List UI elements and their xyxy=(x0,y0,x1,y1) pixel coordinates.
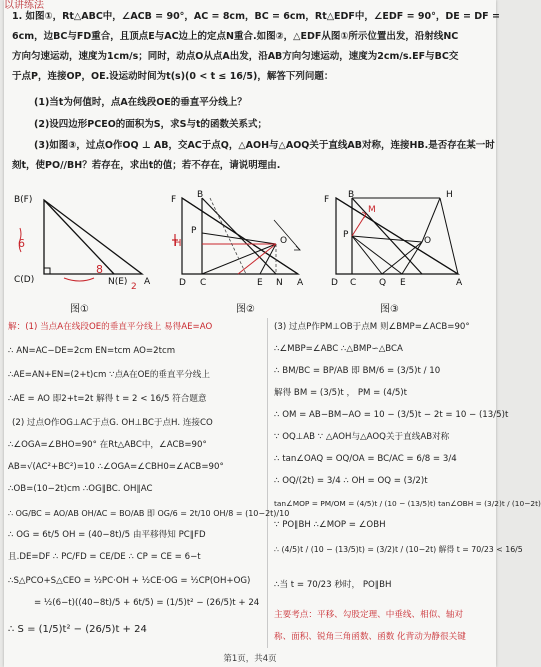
page-footer: 第1页，共4页 xyxy=(223,654,277,664)
solution-right-line-7: ∴ tan∠OAQ = OQ/OA = BC/AC = 6/8 = 3/4 xyxy=(274,454,457,464)
fig3-label-f: F xyxy=(324,195,330,205)
fig1-label-bf: B(F) xyxy=(14,195,33,205)
fig3-label-c: C xyxy=(350,278,357,288)
solution-right-line-12: ∴当 t = 70/23 秒时， PO∥BH xyxy=(274,580,392,590)
problem-line-1: 1. 如图①，Rt△ABC中，∠ACB = 90°，AC = 8cm，BC = 6cm，Rt△EDF中，∠EDF = 90°，DE = DF = xyxy=(12,11,500,22)
problem-part-3-cont: 刻t，使PO//BH？若存在，求出t的值；若不存在，请说明理由. xyxy=(12,160,281,171)
solution-left-line-14: ∴ S = (1/5)t² − (26/5)t + 24 xyxy=(8,624,147,635)
solution-left-line-5: (2) 过点O作OG⊥AC于点G. OH⊥BC于点H. 连接CO xyxy=(12,418,213,428)
problem-part-1: (1)当t为何值时，点A在线段OE的垂直平分线上？ xyxy=(34,97,247,108)
key-points-line-2: 称、面积、锐角三角函数、函数 化背动为静很关键 xyxy=(274,632,466,642)
figure-2-diagram xyxy=(168,190,318,290)
problem-part-3: (3)如图③，过点O作OQ ⊥ AB，交AC于点Q，△AOH与△AOQ关于直线AB对称，连接HB.是否存在某一时 xyxy=(34,140,495,151)
fig3-label-p: P xyxy=(343,230,349,240)
fig2-label-n: N xyxy=(276,278,283,288)
problem-part-2: (2)设四边形PCEO的面积为S，求S与t的函数关系式； xyxy=(34,119,268,130)
fig2-label-p: P xyxy=(191,226,197,236)
solution-right-line-10: ∵ PO∥BH ∴∠MOP = ∠OBH xyxy=(274,520,386,530)
column-divider xyxy=(267,318,268,648)
solution-left-line-8: ∴OB=(10−2t)cm ∴OG∥BC. OH∥AC xyxy=(8,484,153,494)
solution-left-line-11: 且.DE=DF ∴ PC/FD = CE/DE ∴ CP = CE = 6−t xyxy=(8,552,201,562)
fig1-length-2: 2 xyxy=(131,282,137,292)
solution-right-line-9: tan∠MOP = PM/OM = (4/5)t / (10 − (13/5)t) tan∠OBH = (3/2)t / (10−2t) xyxy=(274,499,541,508)
fig1-label-ne: N(E) xyxy=(108,277,128,287)
solution-left-line-1: 解：(1) 当点A在线段OE的垂直平分线上 易得AE=AO xyxy=(8,322,213,332)
solution-right-line-2: ∴∠MBP=∠ABC ∴△BMP∽△BCA xyxy=(274,344,403,354)
fig3-caption: 图③ xyxy=(380,304,399,315)
solution-right-line-4: 解得 BM = (3/5)t ， PM = (4/5)t xyxy=(274,388,408,398)
solution-right-line-8: ∴ OQ/(2t) = 3/4 ∴ OH = OQ = (3/2)t xyxy=(274,476,428,486)
fig2-label-f: F xyxy=(171,195,177,205)
fig3-label-b: B xyxy=(348,190,355,200)
figure-3-diagram xyxy=(322,190,472,290)
solution-left-line-12: ∴S△PCO+S△CEO = ½PC·OH + ½CE·OG = ½CP(OH+OG) xyxy=(8,576,251,586)
fig1-label-cd: C(D) xyxy=(14,275,35,285)
fig2-label-o: O xyxy=(280,236,288,246)
fig3-label-d: D xyxy=(331,278,338,288)
solution-left-line-13: = ½(6−t)((40−8t)/5 + 6t/5) = (1/5)t² − (26/5)t + 24 xyxy=(34,598,260,608)
solution-right-line-1: (3) 过点P作PM⊥OB于点M 则∠BMP=∠ACB=90° xyxy=(274,322,470,332)
problem-line-2: 6cm，边BC与FD重合，且顶点E与AC边上的定点N重合.如图②，△EDF从图①所示位置出发，沿射线NC xyxy=(12,31,459,42)
fig1-label-a: A xyxy=(144,277,151,287)
worksheet-page xyxy=(4,0,541,667)
fig3-label-a: A xyxy=(456,278,463,288)
fig3-label-m: M xyxy=(368,205,376,215)
solution-right-line-5: ∴ OM = AB−BM−AO = 10 − (3/5)t − 2t = 10 − (13/5)t xyxy=(274,410,509,420)
fig3-label-q: Q xyxy=(379,278,387,288)
problem-line-4: 于点P，连接OP，OE.设运动时间为t(s)(0 < t ≤ 16/5)，解答下列问题： xyxy=(12,71,334,82)
fig1-length-6: 6 xyxy=(18,237,25,250)
fig3-label-o: O xyxy=(424,236,432,246)
header-scribble: 以讲练法 xyxy=(4,0,44,11)
fig2-label-h: H xyxy=(174,238,182,249)
fig1-length-8: 8 xyxy=(96,263,103,276)
key-points-line-1: 主要考点：平移、勾股定理、中垂线、相似、轴对 xyxy=(274,610,464,620)
problem-line-3: 方向匀速运动，速度为1cm/s；同时，动点O从点A出发，沿AB方向匀速运动，速度为2cm/s.EF与BC交 xyxy=(12,51,459,62)
fig2-label-d: D xyxy=(179,278,186,288)
solution-right-line-11: ∴ (4/5)t / (10 − (13/5)t) = (3/2)t / (10−2t) 解得 t = 70/23 < 16/5 xyxy=(274,545,523,554)
fig3-label-e: E xyxy=(400,278,406,288)
solution-left-line-9: ∴ OG/BC = AO/AB OH/AC = BO/AB 即 OG/6 = 2t/10 OH/8 = (10−2t)/10 xyxy=(8,509,290,518)
solution-left-line-2: ∴ AN=AC−DE=2cm EN=tcm AO=2tcm xyxy=(8,346,176,356)
fig3-label-h: H xyxy=(446,190,453,200)
solution-left-line-7: AB=√(AC²+BC²)=10 ∴∠OGA=∠CBH0=∠ACB=90° xyxy=(8,462,224,472)
solution-right-line-6: ∵ OQ⊥AB ∵ △AOH与△AOQ关于直线AB对称 xyxy=(274,432,450,442)
fig2-label-c: C xyxy=(200,278,207,288)
fig2-label-e: E xyxy=(257,278,263,288)
solution-left-line-6: ∴∠OGA=∠BHO=90° 在Rt△ABC中，∠ACB=90° xyxy=(8,440,207,450)
solution-left-line-10: ∴ OG = 6t/5 OH = (40−8t)/5 由平移得知 PC∥FD xyxy=(8,530,206,540)
solution-right-line-3: ∴ BM/BC = BP/AB 即 BM/6 = (3/5)t / 10 xyxy=(274,366,441,376)
fig2-label-a: A xyxy=(297,278,304,288)
solution-left-line-4: ∴AE = AO 即2+t=2t 解得 t = 2 < 16/5 符合题意 xyxy=(8,394,207,404)
fig2-label-b: B xyxy=(197,190,204,200)
solution-left-line-3: ∴AE=AN+EN=(2+t)cm ∵点A在OE的垂直平分线上 xyxy=(8,370,210,380)
fig1-caption: 图① xyxy=(70,304,89,315)
fig2-caption: 图② xyxy=(236,304,255,315)
